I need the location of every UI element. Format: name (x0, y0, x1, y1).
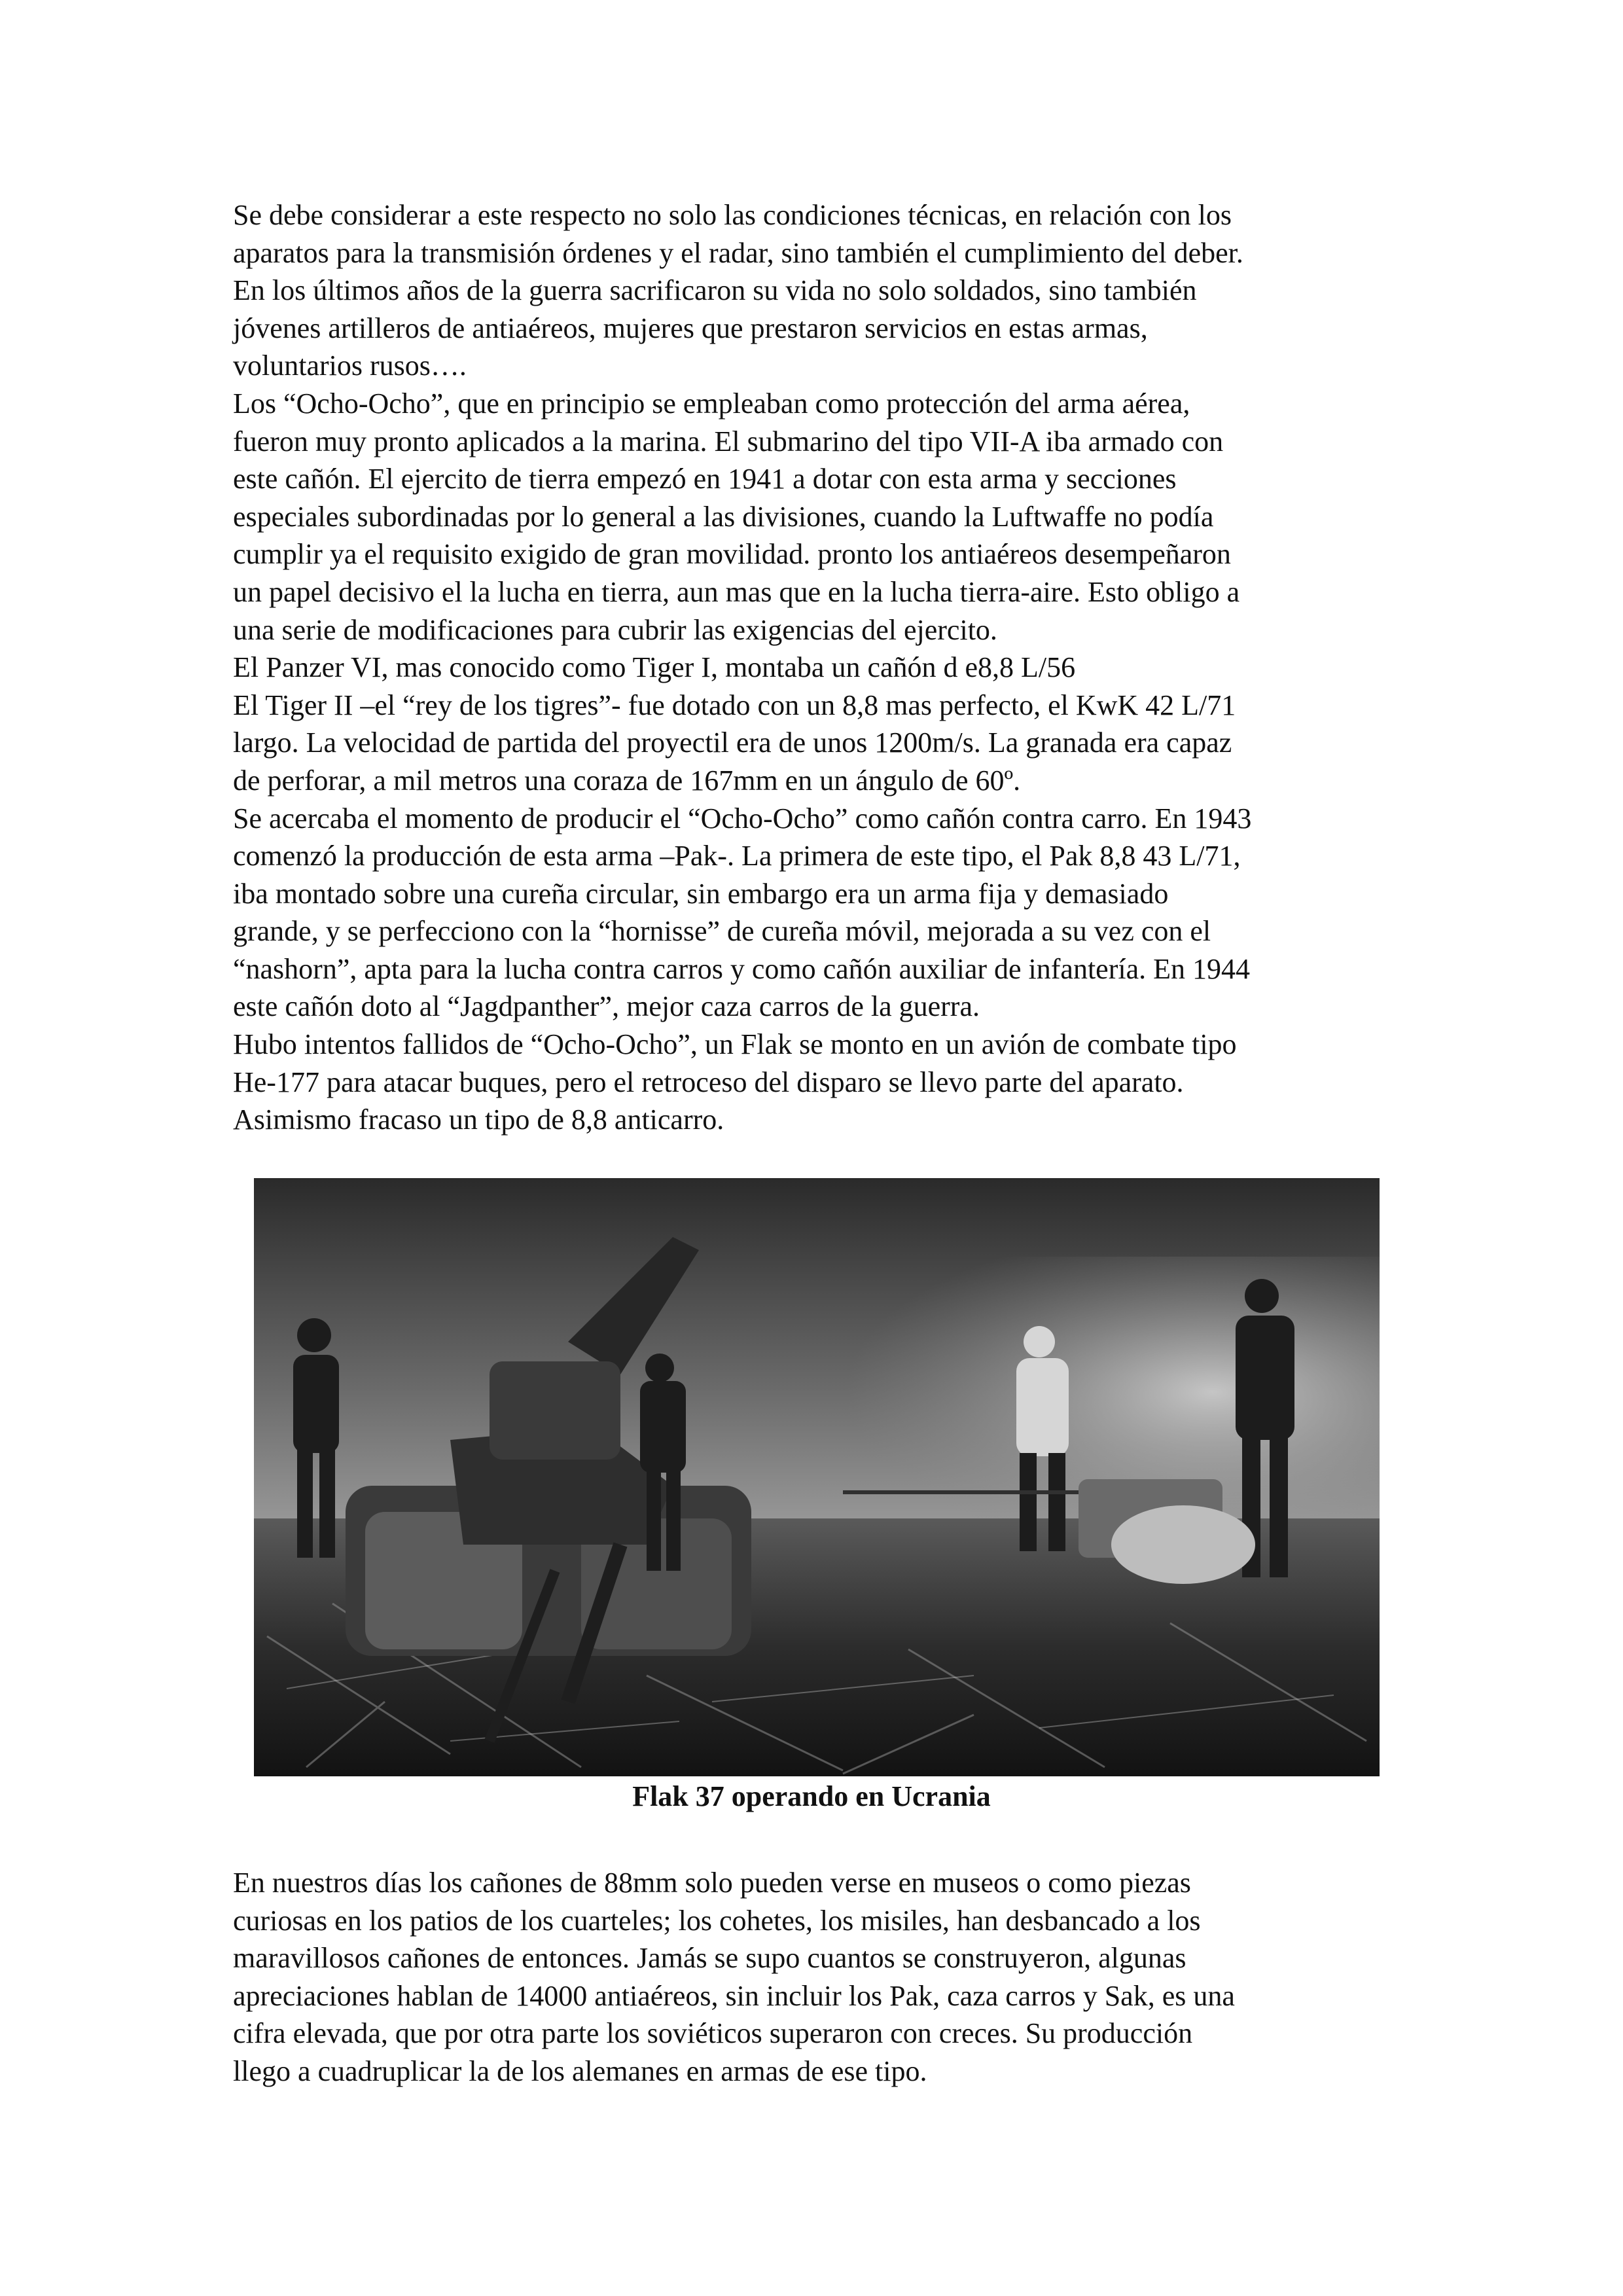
text-line: Asimismo fracaso un tipo de 8,8 anticarro. (233, 1103, 724, 1136)
text-line: “nashorn”, apta para la lucha contra carros y como cañón auxiliar de infantería. En 1944 (233, 952, 1250, 985)
text-line: grande, y se perfecciono con la “hornisse” de cureña móvil, mejorada a su vez con el (233, 915, 1211, 948)
text-line: iba montado sobre una cureña circular, sin embargo era un arma fija y demasiado (233, 877, 1169, 910)
text-line: En los últimos años de la guerra sacrificaron su vida no solo soldados, sino también (233, 274, 1197, 307)
text-line: especiales subordinadas por lo general a las divisiones, cuando la Luftwaffe no podía (233, 500, 1214, 533)
text-line: fueron muy pronto aplicados a la marina. El submarino del tipo VII-A iba armado con (233, 425, 1224, 457)
text-line: de perforar, a mil metros una coraza de 167mm en un ángulo de 60º. (233, 764, 1021, 797)
flak-gun-photo (254, 1178, 1380, 1776)
text-line: Los “Ocho-Ocho”, que en principio se empleaban como protección del arma aérea, (233, 387, 1190, 420)
text-line: aparatos para la transmisión órdenes y el radar, sino también el cumplimiento del deber. (233, 236, 1243, 269)
text-line: curiosas en los patios de los cuarteles; los cohetes, los misiles, han desbancado a los (233, 1904, 1201, 1937)
text-line: largo. La velocidad de partida del proyectil era de unos 1200m/s. La granada era capaz (233, 726, 1232, 759)
text-line: cifra elevada, que por otra parte los soviéticos superaron con creces. Su producción (233, 2017, 1193, 2050)
text-line: El Tiger II –el “rey de los tigres”- fue dotado con un 8,8 mas perfecto, el KwK 42 L/71 (233, 689, 1236, 721)
text-line: este cañón doto al “Jagdpanther”, mejor caza carros de la guerra. (233, 990, 980, 1023)
text-line: comenzó la producción de esta arma –Pak-. La primera de este tipo, el Pak 8,8 43 L/71, (233, 840, 1241, 872)
text-line: apreciaciones hablan de 14000 antiaéreos, sin incluir los Pak, caza carros y Sak, es una (233, 1979, 1235, 2012)
text-line: Se debe considerar a este respecto no solo las condiciones técnicas, en relación con los (233, 199, 1232, 231)
text-line: cumplir ya el requisito exigido de gran movilidad. pronto los antiaéreos desempeñaron (233, 538, 1231, 571)
figure-photo (254, 1178, 1380, 1776)
text-line: En nuestros días los cañones de 88mm solo pueden verse en museos o como piezas (233, 1867, 1191, 1899)
text-line: este cañón. El ejercito de tierra empezó en 1941 a dotar con esta arma y secciones (233, 463, 1177, 495)
figure-caption: Flak 37 operando en Ucrania (632, 1780, 991, 1812)
text-line: llego a cuadruplicar la de los alemanes en armas de ese tipo. (233, 2054, 927, 2087)
text-line: voluntarios rusos…. (233, 350, 467, 382)
text-line: maravillosos cañones de entonces. Jamás se supo cuantos se construyeron, algunas (233, 1942, 1186, 1975)
text-line: Hubo intentos fallidos de “Ocho-Ocho”, un Flak se monto en un avión de combate tipo (233, 1028, 1237, 1061)
text-line: He-177 para atacar buques, pero el retroceso del disparo se llevo parte del aparato. (233, 1066, 1184, 1098)
text-line: un papel decisivo el la lucha en tierra, aun mas que en la lucha tierra-aire. Esto obligo a (233, 575, 1240, 608)
text-line: El Panzer VI, mas conocido como Tiger I, montaba un cañón d e8,8 L/56 (233, 651, 1076, 684)
text-line: una serie de modificaciones para cubrir las exigencias del ejercito. (233, 613, 997, 646)
body-text-top (233, 196, 1411, 1139)
text-line: jóvenes artilleros de antiaéreos, mujeres que prestaron servicios en estas armas, (233, 312, 1148, 344)
text-line: Se acercaba el momento de producir el “Ocho-Ocho” como cañón contra carro. En 1943 (233, 802, 1252, 834)
body-text-bottom (233, 1864, 1411, 2090)
